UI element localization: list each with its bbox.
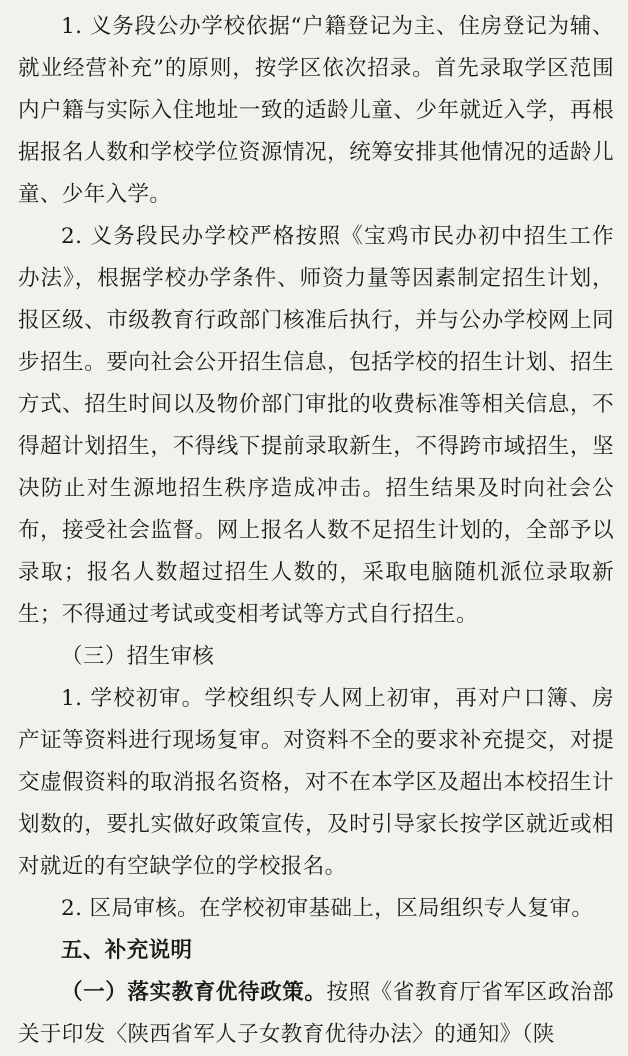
paragraph-private-school-admission: 2. 义务段民办学校严格按照《宝鸡市民办初中招生工作办法》，根据学校办学条件、师资力量等因素制定招生计划，报区级、市级教育行政部门核准后执行，并与公办学校网上同步招生。要向社会公开招生信息，包括学校的招生计划、招生方式、招生时间以及物价部门审批的收费标准等相关信息，不得超计划招生，不得线下提前录取新生，不得跨市域招生，坚决防止对生源地招生秩序造成冲击。招生结果及时向社会公布，接受社会监督。网上报名人数不足招生计划的，全部予以录取；报名人数超过招生人数的，采取电脑随机派位录取新生；不得通过考试或变相考试等方式自行招生。	[18, 224, 614, 627]
paragraph-body-text: 按照《省教育厅省军区政治部关于印发〈陕西省军人子女教育优待办法〉的通知》（陕	[18, 980, 614, 1047]
heading-enrollment-review: （三）招生审核	[61, 644, 215, 669]
section-heading-supplementary: 五、补充说明	[61, 938, 193, 963]
paragraph-education-preferential-policy	[18, 972, 614, 1056]
paragraph-lead-title: （一）落实教育优待政策。	[61, 980, 327, 1005]
paragraph-school-initial-review: 1. 学校初审。学校组织专人网上初审，再对户口簿、房产证等资料进行现场复审。对资料不全的要求补充提交，对提交虚假资料的取消报名资格，对不在本学区及超出本校招生计划数的，要扎实做好政策宣传，及时引导家长按学区就近或相对就近的有空缺学位的学校报名。	[18, 686, 614, 879]
paragraph-public-school-admission: 1. 义务段公办学校依据“户籍登记为主、住房登记为辅、就业经营补充”的原则，按学区依次招录。首先录取学区范围内户籍与实际入住地址一致的适龄儿童、少年就近入学，再根据报名人数和学校学位资源情况，统筹安排其他情况的适龄儿童、少年入学。	[18, 14, 614, 207]
paragraph-district-review: 2. 区局审核。在学校初审基础上，区局组织专人复审。	[61, 896, 594, 921]
